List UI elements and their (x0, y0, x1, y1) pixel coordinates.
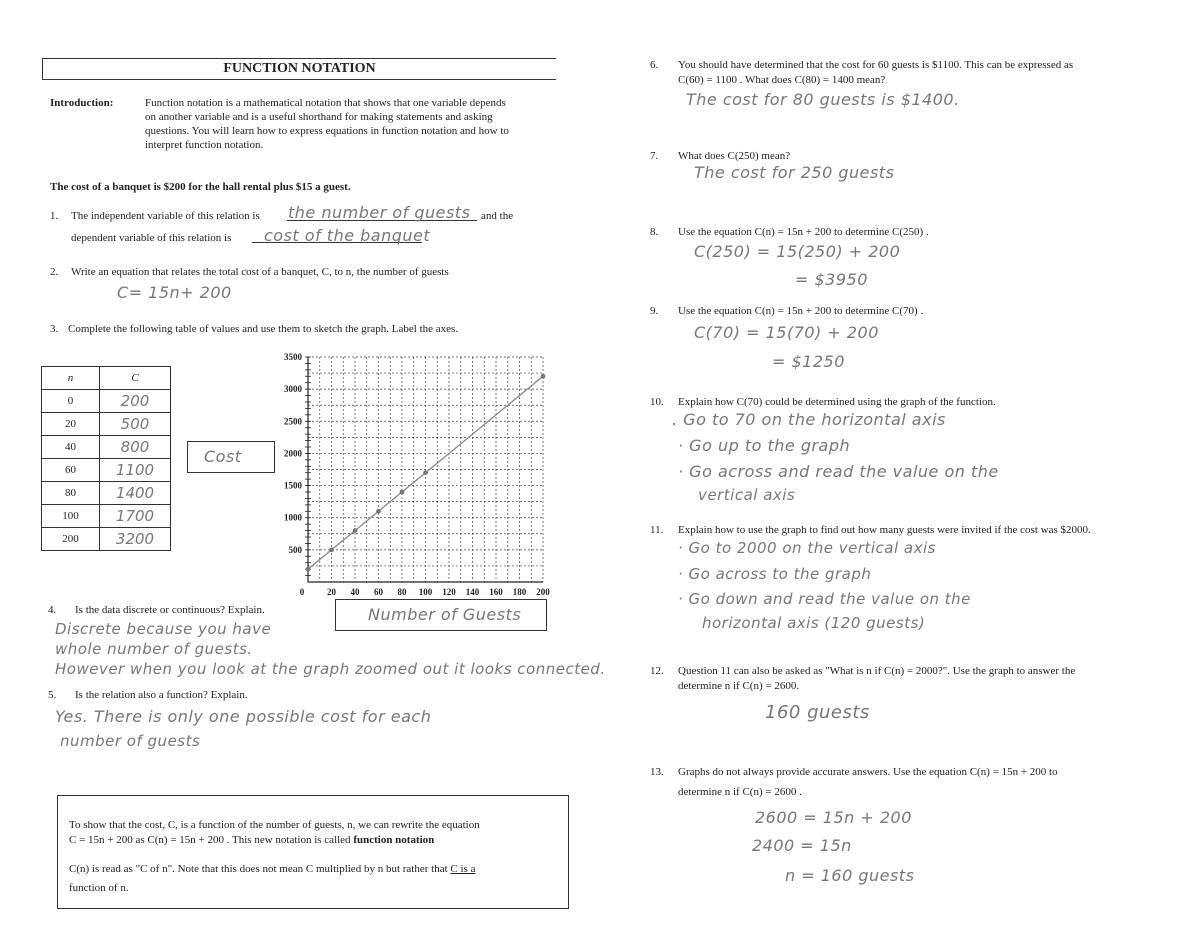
q5-answer-line: number of guests (60, 732, 201, 750)
q4-answer-line: However when you look at the graph zoomed out it looks connected. (55, 660, 606, 678)
q2-number: 2. (50, 266, 59, 278)
q10-answer-line: vertical axis (698, 486, 796, 504)
table-row (42, 413, 171, 436)
data-point (376, 509, 381, 514)
q11-answer-line: · Go to 2000 on the vertical axis (678, 539, 936, 557)
n-cell: 40 (42, 436, 100, 459)
notation-text: To show that the cost, C, is a function of the number of guests, n, we can rewrite the equation (69, 819, 480, 831)
y-tick-label: 1000 (284, 512, 302, 523)
table-row (42, 505, 171, 528)
data-point (329, 547, 334, 552)
y-tick-label: 2500 (284, 416, 302, 427)
q13-work-line: 2400 = 15n (752, 836, 852, 855)
q13-text: determine n if C(n) = 2600 . (678, 786, 802, 798)
notation-text (69, 862, 475, 876)
values-table (41, 366, 171, 551)
intro-label: Introduction: (50, 97, 114, 109)
y-axis-label: Cost (204, 447, 242, 466)
c-cell: 3200 (100, 528, 171, 551)
intro-text (145, 96, 555, 152)
c-cell: 800 (100, 436, 171, 459)
notation-text-part: C(n) is read as "C of n". Note that this does not mean C multiplied by n but rather that (69, 863, 451, 875)
table-header-row (42, 367, 171, 390)
q6-text: C(60) = 1100 . What does C(80) = 1400 mean? (678, 74, 886, 86)
c-cell: 200 (100, 390, 171, 413)
column-header-c: C (100, 367, 171, 390)
x-tick-label: 60 (374, 587, 383, 597)
n-cell: 80 (42, 482, 100, 505)
q9-work-line: = $1250 (772, 352, 845, 371)
y-tick-label: 3000 (284, 384, 302, 395)
q10-answer-line: · Go up to the graph (678, 436, 851, 455)
q9-text: Use the equation C(n) = 15n + 200 to determine C(70) . (678, 305, 924, 317)
q10-number: 10. (650, 396, 664, 408)
q11-number: 11. (650, 524, 664, 536)
x-tick-label: 40 (350, 587, 360, 597)
y-tick-label: 1500 (284, 480, 302, 491)
q11-text: Explain how to use the graph to find out how many guests were invited if the cost was $2000. (678, 524, 1091, 536)
q8-text: Use the equation C(n) = 15n + 200 to determine C(250) . (678, 226, 929, 238)
y-tick-label: 500 (288, 544, 302, 555)
x-tick-label: 140 (465, 587, 480, 597)
q4-text: Is the data discrete or continuous? Explain. (75, 604, 265, 616)
x-tick-label: 0 (299, 587, 305, 597)
q12-answer: 160 guests (765, 702, 870, 723)
c-cell: 500 (100, 413, 171, 436)
graph-grid (308, 357, 543, 582)
q6-number: 6. (650, 59, 659, 71)
q5-text: Is the relation also a function? Explain. (75, 689, 248, 701)
x-tick-label: 120 (442, 587, 456, 597)
data-point (541, 374, 546, 379)
function-notation-box (57, 795, 569, 909)
q2-answer: C= 15n+ 200 (117, 283, 232, 302)
intro-line: questions. You will learn how to express equations in function notation and how to (145, 125, 509, 137)
q1-answer-b: cost of the banquet (264, 226, 431, 245)
x-tick-label: 20 (327, 587, 336, 597)
q13-number: 13. (650, 766, 664, 778)
table-row (42, 528, 171, 551)
table-row (42, 390, 171, 413)
q8-work-line: C(250) = 15(250) + 200 (694, 242, 901, 261)
table-row (42, 482, 171, 505)
x-tick-label: 180 (512, 587, 527, 597)
x-tick-label: 100 (418, 587, 433, 597)
q5-number: 5. (48, 689, 57, 701)
q4-number: 4. (48, 604, 57, 616)
q1-text-b: and the (481, 210, 514, 222)
intro-line: Function notation is a mathematical notation that shows that one variable depends (145, 97, 506, 109)
q5-answer-line: Yes. There is only one possible cost for each (55, 707, 432, 726)
table-row (42, 436, 171, 459)
y-tick-label: 2000 (284, 448, 302, 459)
q13-text: Graphs do not always provide accurate answers. Use the equation C(n) = 15n + 200 to (678, 766, 1058, 778)
q13-work-line: n = 160 guests (785, 866, 915, 885)
notation-bold-term: function notation (353, 834, 435, 846)
n-cell: 60 (42, 459, 100, 482)
q9-work-line: C(70) = 15(70) + 200 (694, 323, 879, 342)
intro-line: interpret function notation. (145, 139, 264, 151)
q8-number: 8. (650, 226, 659, 238)
q7-answer: The cost for 250 guests (694, 163, 895, 182)
q11-answer-line: horizontal axis (120 guests) (702, 614, 926, 632)
notation-text-part: C = 15n + 200 as C(n) = 15n + 200 . This new notation is called (69, 834, 354, 846)
q11-answer-line: · Go down and read the value on the (678, 590, 971, 608)
c-cell: 1100 (100, 459, 171, 482)
n-cell: 0 (42, 390, 100, 413)
y-tick-label: 3500 (284, 352, 302, 362)
notation-underline-term: C is a (450, 863, 476, 875)
y-axis-label-box (187, 441, 275, 473)
q10-text: Explain how C(70) could be determined using the graph of the function. (678, 396, 996, 408)
x-tick-label: 200 (536, 587, 550, 597)
x-axis-label: Number of Guests (368, 605, 522, 624)
q12-text: Question 11 can also be asked as "What is n if C(n) = 2000?". Use the graph to answer the (678, 665, 1076, 677)
q3-number: 3. (50, 323, 59, 335)
data-point (423, 470, 428, 475)
q6-text: You should have determined that the cost for 60 guests is $1100. This can be expressed as (678, 59, 1074, 71)
q10-answer-line: · Go across and read the value on the (678, 462, 999, 481)
q9-number: 9. (650, 305, 659, 317)
q1-text-c: dependent variable of this relation is (71, 232, 232, 244)
c-cell: 1700 (100, 505, 171, 528)
x-tick-label: 160 (489, 587, 503, 597)
notation-text (69, 833, 434, 847)
q4-answer-line: whole number of guests. (55, 640, 253, 658)
scenario-statement: The cost of a banquet is $200 for the hall rental plus $15 a guest. (50, 181, 351, 193)
n-cell: 20 (42, 413, 100, 436)
n-cell: 100 (42, 505, 100, 528)
x-axis-label-box (335, 599, 547, 631)
q1-text-a: The independent variable of this relation is (71, 210, 260, 222)
q7-number: 7. (650, 150, 659, 162)
q2-text: Write an equation that relates the total cost of a banquet, C, to n, the number of guests (71, 266, 449, 278)
page-title: FUNCTION NOTATION (42, 58, 556, 80)
q1-number: 1. (50, 210, 59, 222)
table-row (42, 459, 171, 482)
data-point (353, 528, 358, 533)
cost-graph (278, 350, 558, 600)
graph-ticks (284, 352, 550, 597)
column-header-n: n (42, 367, 100, 390)
q8-work-line: = $3950 (795, 270, 868, 289)
q4-answer-line: Discrete because you have (55, 620, 272, 638)
q12-text: determine n if C(n) = 2600. (678, 680, 800, 692)
q1-answer-a: the number of guests (288, 203, 471, 222)
x-tick-label: 80 (397, 587, 407, 597)
notation-text: function of n. (69, 882, 129, 894)
n-cell: 200 (42, 528, 100, 551)
data-point (306, 567, 311, 572)
q6-answer: The cost for 80 guests is $1400. (686, 90, 960, 109)
intro-line: on another variable and is a useful shorthand for making statements and asking (145, 111, 493, 123)
q13-work-line: 2600 = 15n + 200 (755, 808, 912, 827)
q10-answer-line: . Go to 70 on the horizontal axis (672, 410, 946, 429)
q3-text: Complete the following table of values and use them to sketch the graph. Label the axes. (68, 323, 459, 335)
q11-answer-line: · Go across to the graph (678, 565, 872, 583)
q12-number: 12. (650, 665, 664, 677)
data-point (400, 490, 405, 495)
c-cell: 1400 (100, 482, 171, 505)
q7-text: What does C(250) mean? (678, 150, 791, 162)
